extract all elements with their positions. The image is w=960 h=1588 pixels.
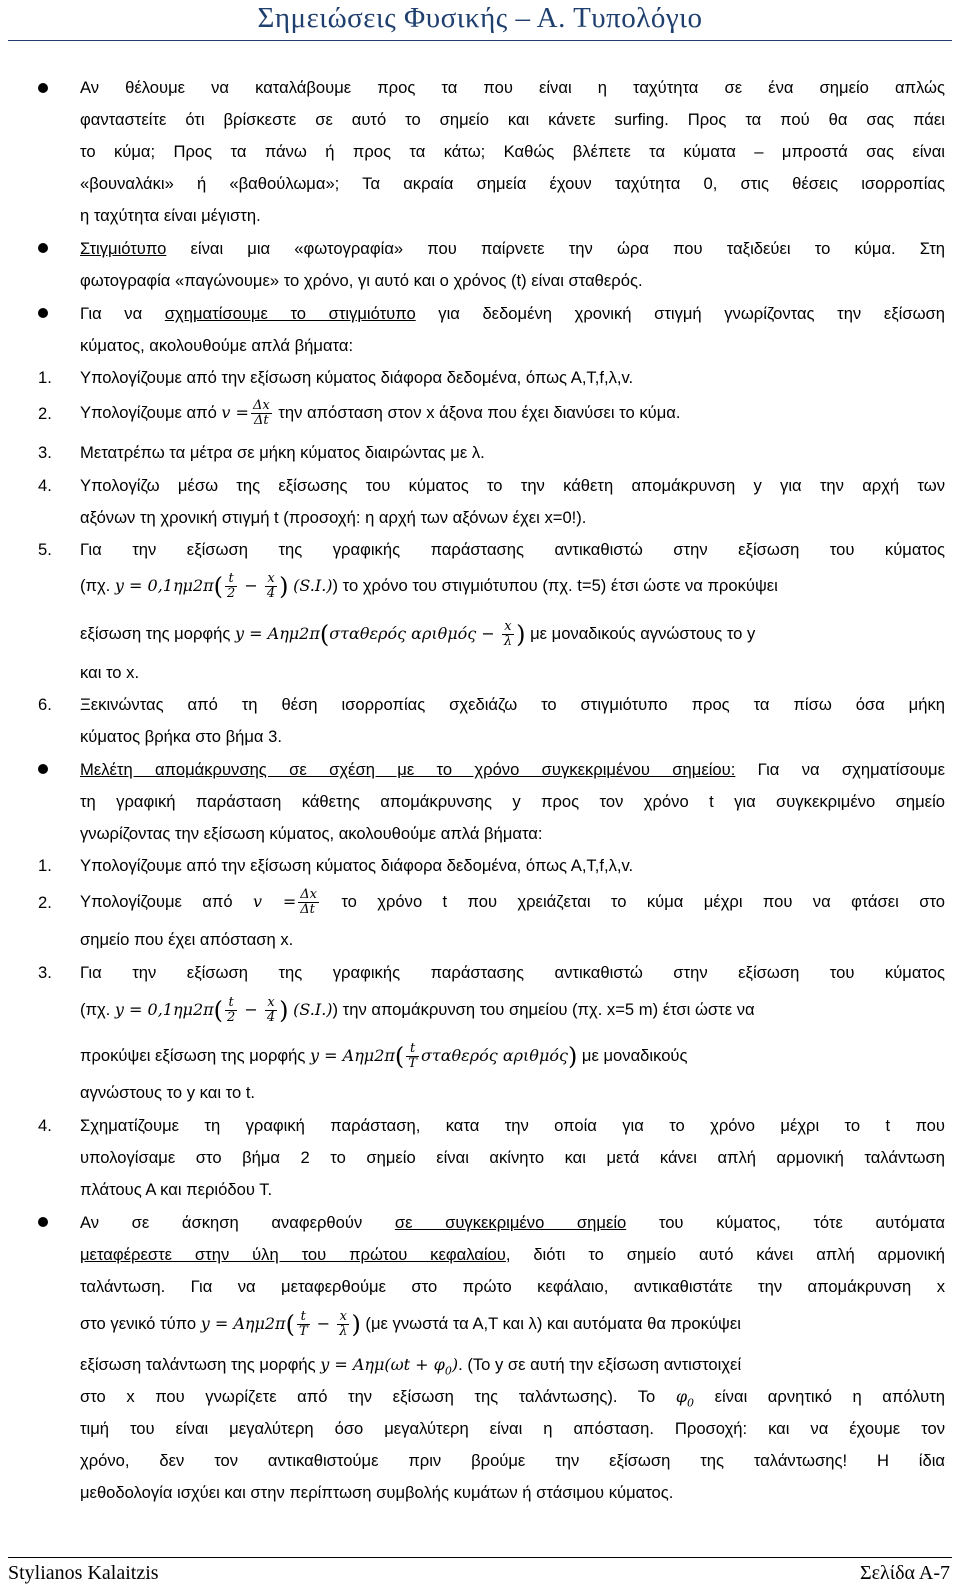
underlined-term: Στιγμιότυπο xyxy=(80,239,167,258)
formula: y = Αημ2π xyxy=(310,1046,395,1065)
formula: (S.I.) xyxy=(293,1000,333,1019)
formula: y = Αημ(ωt + φ xyxy=(320,1355,445,1374)
denominator: Δt xyxy=(254,413,269,429)
text: με μοναδικούς αγνώστους το y xyxy=(525,624,756,643)
text: προκύψει εξίσωση της μορφής xyxy=(80,1046,311,1065)
step-number: 3. xyxy=(38,963,52,982)
page-header xyxy=(0,0,960,40)
footer-rule xyxy=(8,1557,952,1558)
text: με μοναδικούς xyxy=(577,1046,688,1065)
numerator: Δx xyxy=(252,398,270,414)
numerator: x xyxy=(265,572,277,587)
denominator: 4 xyxy=(266,1010,276,1026)
step-text: (πχ. y = 0,1ημ2π( $\frac{t}{2}$ − $\frac{x}{4}$ ) (S.I.)) το χρόνο του στιγμιότυπου (πχ. t=5) έτσι ώστε να προκύψει xyxy=(80,571,778,602)
text: (πχ. xyxy=(80,1000,115,1019)
fraction xyxy=(265,572,277,601)
denominator: 2 xyxy=(227,1010,236,1026)
paragraph-line: «βουναλάκι» ή «βαθούλωμα»; Τα ακραία σημεία έχουν ταχύτητα 0, στις θέσεις ισορροπίας xyxy=(80,174,945,193)
bullet-icon xyxy=(38,764,48,774)
formula: σταθερός αριθμός xyxy=(329,624,477,643)
text: είναι μια «φωτογραφία» που παίρνετε την ώρα που ταξιδεύει το κύμα. Στη xyxy=(166,239,945,258)
text: ) το χρόνο του στιγμιότυπου (πχ. t=5) έτσι ώστε να προκύψει xyxy=(332,576,778,595)
denominator: Δt xyxy=(300,902,315,918)
denominator: λ xyxy=(503,634,513,650)
fraction xyxy=(406,1042,419,1071)
numerator: t xyxy=(297,1310,310,1325)
footer-author: Stylianos Kalaitzis xyxy=(8,1562,159,1584)
text: , διότι το σημείο αυτό κάνει απλή αρμονική xyxy=(505,1245,945,1264)
operator: − xyxy=(476,624,500,643)
bullet-icon xyxy=(38,1217,48,1227)
step-text: κύματος βρήκα στο βήμα 3. xyxy=(80,727,282,746)
paragraph-line: τη γραφική παράσταση κάθετης απομάκρυνσης y προς τον χρόνο t για συγκεκριμένο σημείο xyxy=(80,792,945,811)
step-number: 3. xyxy=(38,443,52,462)
denominator: T xyxy=(408,1056,417,1072)
underlined-term: σε συγκεκριμένο σημείο xyxy=(394,1213,627,1232)
text: Υπολογίζουμε από xyxy=(80,403,222,422)
denominator: T xyxy=(298,1324,308,1340)
text: στο x που γνωρίζετε από την εξίσωση της ταλάντωσης). Το xyxy=(80,1387,676,1406)
underlined-term: Μελέτη απομάκρυνσης σε σχέση με το χρόνο συγκεκριμένου σημείου: xyxy=(80,760,736,779)
fraction xyxy=(251,399,272,428)
formula: (S.I.) xyxy=(293,576,333,595)
denominator: 2 xyxy=(227,586,236,602)
step-number: 5. xyxy=(38,540,52,559)
step-text: αγνώστους το y και το t. xyxy=(80,1083,256,1102)
paragraph-line: το κύμα; Προς τα πάνω ή προς τα κάτω; Καθώς βλέπετε τα κύματα – μπροστά σας είναι xyxy=(80,142,945,161)
step-text: Ξεκινώντας από τη θέση ισορροπίας σχεδιάζω το στιγμιότυπο προς τα πίσω όσα μήκη xyxy=(80,695,945,714)
step-text: Για την εξίσωση της γραφικής παράστασης αντικαθιστώ στην εξίσωση του κύματος xyxy=(80,963,945,982)
formula: σταθερός αριθμός xyxy=(420,1046,568,1065)
bullet-icon xyxy=(38,308,48,318)
paragraph-line: φανταστείτε ότι βρίσκεστε σε αυτό το σημείο και κάνετε surfing. Προς τα πού θα σας πάει xyxy=(80,110,945,129)
paragraph-line: ταλάντωση. Για να μεταφερθούμε στο πρώτο κεφάλαιο, αντικαθιστάτε την απομάκρυνση x xyxy=(80,1277,945,1296)
formula: ) xyxy=(451,1355,459,1374)
numerator: x xyxy=(337,1310,349,1325)
fraction xyxy=(337,1310,349,1339)
underlined-term: μεταφέρεστε στην ύλη του πρώτου κεφαλαίου xyxy=(80,1245,506,1264)
paragraph-line xyxy=(80,757,945,783)
step-number: 1. xyxy=(38,856,52,875)
formula: y = 0,1ημ2π xyxy=(114,1000,214,1019)
paragraph-line xyxy=(80,1242,945,1268)
formula: y = Αημ2π xyxy=(200,1314,286,1333)
formula: y = Αημ2π xyxy=(235,624,320,643)
footer-page-number: Σελίδα Α-7 xyxy=(859,1562,950,1584)
paragraph-line xyxy=(80,1384,945,1416)
fraction xyxy=(225,996,237,1025)
paragraph-line xyxy=(80,236,945,262)
text: εξίσωση ταλάντωση της μορφής xyxy=(80,1355,321,1374)
step-number: 1. xyxy=(38,368,52,387)
text: εξίσωση της μορφής xyxy=(80,624,236,643)
step-text: σημείο που έχει απόσταση x. xyxy=(80,930,294,949)
numerator: x xyxy=(265,996,277,1011)
text: Υπολογίζουμε από xyxy=(80,892,253,911)
step-text: υπολογίσαμε στο βήμα 2 το σημείο είναι ακίνητο και μετά κάνει απλή αρμονική ταλάντωση xyxy=(80,1148,945,1167)
numerator: t xyxy=(225,572,237,587)
formula: v = xyxy=(252,892,297,911)
bullet-icon xyxy=(38,243,48,253)
step-text: Σχηματίζουμε τη γραφική παράσταση, κατα την οποία για το χρόνο μέχρι το t που xyxy=(80,1116,945,1135)
step-text: αξόνων τη χρονική στιγμή t (προσοχή: η αρχή των αξόνων έχει x=0!). xyxy=(80,508,587,527)
text: (πχ. xyxy=(80,576,115,595)
operator: − xyxy=(311,1314,336,1333)
step-number: 2. xyxy=(38,893,52,912)
formula: φ xyxy=(675,1387,688,1406)
text: την απόσταση στον x άξονα που έχει διανύσει το κύμα. xyxy=(273,403,681,422)
page-title: Σημειώσεις Φυσικής – Α. Τυπολόγιο xyxy=(257,2,703,34)
denominator: λ xyxy=(339,1324,348,1340)
text: του κύματος, τότε αυτόματα xyxy=(626,1213,945,1232)
fraction xyxy=(298,888,319,917)
paragraph-line: στο γενικό τύπο y = Αημ2π( $\frac{t}{T}$ − $\frac{x}{\lambda}$ ) (με γνωστά τα Α,Τ και λ) και αυτόματα θα προκύψει xyxy=(80,1309,741,1340)
fraction xyxy=(265,996,277,1025)
step-text: Μετατρέπω τα μέτρα σε μήκη κύματος διαιρώντας με λ. xyxy=(80,443,485,462)
step-text: πλάτους Α και περιόδου Τ. xyxy=(80,1180,273,1199)
operator: − xyxy=(239,576,263,595)
step-number: 4. xyxy=(38,1116,52,1135)
subscript: 0 xyxy=(687,1396,695,1410)
formula: v = xyxy=(221,403,249,422)
numerator: Δx xyxy=(300,887,317,903)
paragraph-line xyxy=(80,1210,945,1236)
paragraph-line: η ταχύτητα είναι μέγιστη. xyxy=(80,206,261,225)
paragraph-line: χρόνο, δεν τον αντικαθιστούμε πριν βρούμε την εξίσωση της ταλάντωσης! Η ίδια xyxy=(80,1451,945,1470)
step-number: 6. xyxy=(38,695,52,714)
fraction xyxy=(297,1310,310,1339)
text: Αν σε άσκηση αναφερθούν xyxy=(80,1213,395,1232)
text: . (Το y σε αυτή την εξίσωση αντιστοιχεί xyxy=(458,1355,742,1374)
paragraph-line xyxy=(80,1352,945,1384)
step-number: 2. xyxy=(38,404,52,423)
paragraph-line: γνωρίζοντας την εξίσωση κύματος, ακολουθούμε απλά βήματα: xyxy=(80,824,543,843)
step-text: Υπολογίζουμε από την εξίσωση κύματος διάφορα δεδομένα, όπως Α,Τ,f,λ,v. xyxy=(80,856,634,875)
step-text: εξίσωση της μορφής y = Αημ2π(σταθερός αριθμός − $\frac{x}{\lambda}$ ) με μοναδικούς αγνώστους το y xyxy=(80,619,756,650)
text: Για να σχηματίσουμε xyxy=(735,760,946,779)
text: είναι αρνητικό η απόλυτη xyxy=(694,1387,945,1406)
paragraph-line: μεθοδολογία ισχύει και στην περίπτωση συμβολής κυμάτων ή στάσιμου κύματος. xyxy=(80,1483,674,1502)
paragraph-line: Αν θέλουμε να καταλάβουμε προς τα που είναι η ταχύτητα σε ένα σημείο απλώς xyxy=(80,78,945,97)
formula: y = 0,1ημ2π xyxy=(114,576,214,595)
step-text: προκύψει εξίσωση της μορφής y = Αημ2π( $\frac{t}{T}$ σταθερός αριθμός) με μοναδικούς xyxy=(80,1041,688,1072)
step-text: Υπολογίζω μέσω της εξίσωσης του κύματος το την κάθετη απομάκρυνση y για την αρχή των xyxy=(80,476,945,495)
header-rule xyxy=(8,40,952,41)
step-text: Υπολογίζουμε από την εξίσωση κύματος διάφορα δεδομένα, όπως Α,Τ,f,λ,v. xyxy=(80,368,634,387)
bullet-icon xyxy=(38,83,48,93)
numerator: t xyxy=(225,996,237,1011)
paragraph-line: κύματος, ακολουθούμε απλά βήματα: xyxy=(80,336,354,355)
operator: − xyxy=(239,1000,263,1019)
step-text: και το x. xyxy=(80,663,140,682)
fraction xyxy=(502,620,514,649)
subscript: 0 xyxy=(444,1364,452,1378)
text: για δεδομένη χρονική στιγμή γνωρίζοντας την εξίσωση xyxy=(415,304,945,323)
text: ) την απομάκρυνση του σημείου (πχ. x=5 m) έτσι ώστε να xyxy=(332,1000,755,1019)
paragraph-line xyxy=(80,301,945,327)
step-text: (πχ. y = 0,1ημ2π( $\frac{t}{2}$ − $\frac{x}{4}$ ) (S.I.)) την απομάκρυνση του σημείου (πχ. x=5 m) έτσι ώστε να xyxy=(80,995,755,1026)
step-number: 4. xyxy=(38,476,52,495)
step-text: Για την εξίσωση της γραφικής παράστασης αντικαθιστώ στην εξίσωση του κύματος xyxy=(80,540,945,559)
numerator: t xyxy=(406,1042,419,1057)
fraction xyxy=(225,572,237,601)
text: το χρόνο t που χρειάζεται το κύμα μέχρι που να φτάσει στο xyxy=(320,892,945,911)
underlined-term: σχηματίσουμε το στιγμιότυπο xyxy=(164,304,416,323)
numerator: x xyxy=(502,620,514,635)
paragraph-line: τιμή του είναι μεγαλύτερη όσο μεγαλύτερη είναι η απόσταση. Προσοχή: και να έχουμε τον xyxy=(80,1419,945,1438)
paragraph-line: φωτογραφία «παγώνουμε» το χρόνο, γι αυτό και ο χρόνος (t) είναι σταθερός. xyxy=(80,271,643,290)
text: στο γενικό τύπο xyxy=(80,1314,201,1333)
denominator: 4 xyxy=(266,586,276,602)
step-text xyxy=(80,884,945,920)
step-text xyxy=(80,395,945,431)
text: Για να xyxy=(80,304,165,323)
text: (με γνωστά τα Α,Τ και λ) και αυτόματα θα προκύψει xyxy=(360,1314,741,1333)
